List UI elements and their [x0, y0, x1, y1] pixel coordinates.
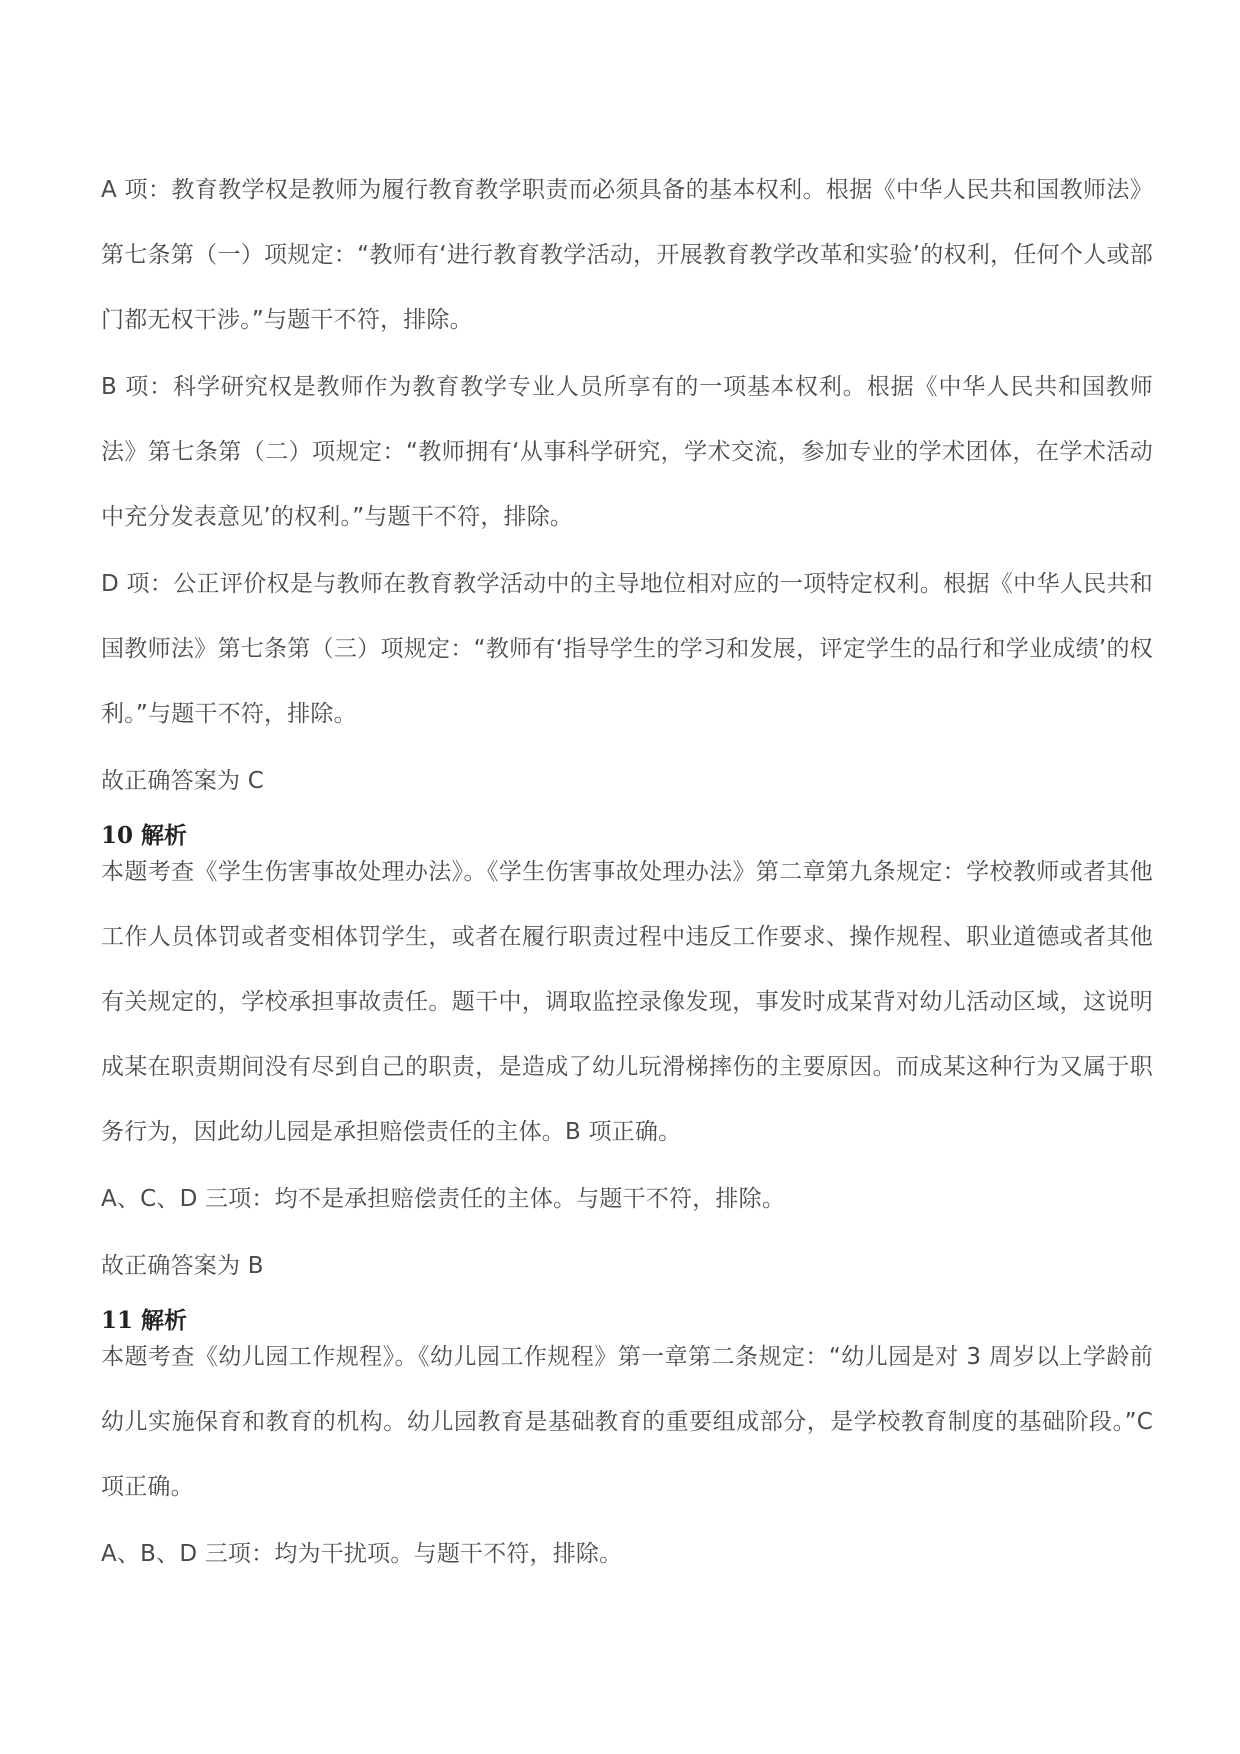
answer-line: 故正确答案为 B — [101, 1253, 264, 1279]
question-9-explanation-tail — [101, 158, 1153, 814]
other-options-analysis: A、B、D 三项：均为干扰项。与题干不符，排除。 — [101, 1541, 623, 1567]
answer-line: 故正确答案为 C — [101, 768, 264, 794]
question-11-explanation — [101, 1303, 1153, 1587]
document-page — [101, 158, 1153, 1589]
option-d-analysis: D 项：公正评价权是与教师在教育教学活动中的主导地位相对应的一项特定权利。根据《中华人民共和国教师法》第七条第（三）项规定：“教师有‘指导学生的学习和发展，评定学生的品行和学业成绩’的权利。”与题干不符，排除。 — [101, 571, 1153, 727]
analysis-body: 本题考查《学生伤害事故处理办法》。《学生伤害事故处理办法》第二章第九条规定：学校教师或者其他工作人员体罚或者变相体罚学生，或者在履行职责过程中违反工作要求、操作规程、职业道德或者其他有关规定的，学校承担事故责任。题干中，调取监控录像发现，事发时成某背对幼儿活动区域，这说明成某在职责期间没有尽到自己的职责，是造成了幼儿玩滑梯摔伤的主要原因。而成某这种行为又属于职务行为，因此幼儿园是承担赔偿责任的主体。B 项正确。 — [101, 859, 1153, 1145]
section-heading: 11 解析 — [101, 1307, 188, 1334]
option-b-analysis: B 项：科学研究权是教师作为教育教学专业人员所享有的一项基本权利。根据《中华人民共和国教师法》第七条第（二）项规定：“教师拥有‘从事科学研究，学术交流，参加专业的学术团体，在学术活动中充分发表意见’的权利。”与题干不符，排除。 — [101, 374, 1153, 530]
analysis-body: 本题考查《幼儿园工作规程》。《幼儿园工作规程》第一章第二条规定：“幼儿园是对 3 周岁以上学龄前幼儿实施保育和教育的机构。幼儿园教育是基础教育的重要组成部分，是学校教育制度的基础阶段。”C 项正确。 — [101, 1344, 1153, 1500]
option-a-analysis: A 项：教育教学权是教师为履行教育教学职责而必须具备的基本权利。根据《中华人民共和国教师法》第七条第（一）项规定：“教师有‘进行教育教学活动，开展教育教学改革和实验’的权利，任何个人或部门都无权干涉。”与题干不符，排除。 — [101, 177, 1153, 333]
other-options-analysis: A、C、D 三项：均不是承担赔偿责任的主体。与题干不符，排除。 — [101, 1186, 786, 1212]
question-10-explanation — [101, 818, 1153, 1299]
section-heading: 10 解析 — [101, 822, 188, 849]
